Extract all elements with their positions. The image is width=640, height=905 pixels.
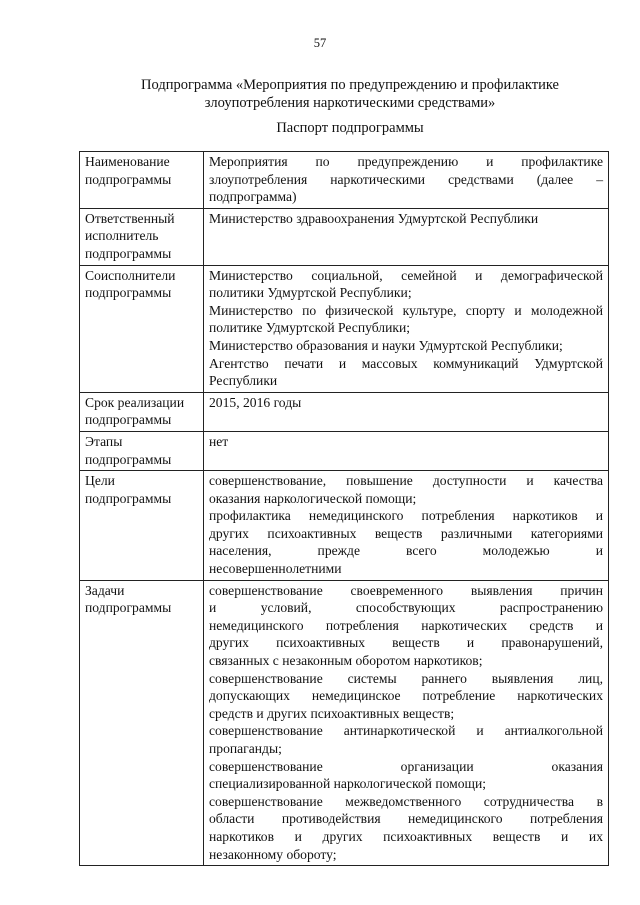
row-value-line: совершенствование антинаркотической и антиалкогольной <box>209 723 603 739</box>
row-label-line: подпрограммы <box>85 412 172 428</box>
row-label-line: Соисполнители <box>85 267 176 283</box>
row-value-line: Мероприятия по предупреждению и профилактике <box>209 154 603 169</box>
row-value-line: пропаганды; <box>209 741 282 756</box>
row-value-line: политике Удмуртской Республики; <box>209 320 411 336</box>
row-value-line: Агентство печати и массовых коммуникаций Удмуртской <box>209 355 603 371</box>
row-value-line: немедицинского потребления наркотических средств и <box>209 617 603 633</box>
passport-row <box>80 580 609 866</box>
row-value-line: допускающих немедицинское потребление наркотических <box>209 688 603 704</box>
row-value-line: наркотиков и других психоактивных веществ и их <box>209 828 603 844</box>
row-label-line: подпрограммы <box>85 171 172 187</box>
row-value-line: несовершеннолетними <box>209 561 342 577</box>
row-value-line: совершенствование организации оказания <box>209 758 603 774</box>
row-value-line: средств и других психоактивных веществ; <box>209 705 455 721</box>
row-label-line: подпрограммы <box>85 285 172 301</box>
passport-row <box>80 208 609 265</box>
row-value-line: оказания наркологической помощи; <box>209 490 417 506</box>
row-value-line: населения, прежде всего молодежью и <box>209 543 603 559</box>
row-value-line: подпрограмма) <box>209 189 297 205</box>
row-value-line: связанных с незаконным оборотом наркотиков; <box>209 653 483 669</box>
row-value-cell <box>204 208 609 265</box>
row-value-line: Министерство социальной, семейной и демографической <box>209 267 603 283</box>
passport-table-body <box>80 152 609 866</box>
row-label-cell <box>80 392 204 431</box>
row-value-cell <box>204 265 609 392</box>
passport-row <box>80 431 609 470</box>
row-label-line: подпрограммы <box>85 600 172 616</box>
row-value-cell <box>204 392 609 431</box>
page-number: 57 <box>313 36 327 50</box>
row-value-cell <box>204 471 609 581</box>
row-value-cell <box>204 431 609 470</box>
row-value-cell <box>204 152 609 209</box>
passport-table <box>79 151 609 866</box>
row-value-line: 2015, 2016 годы <box>209 394 302 410</box>
row-value-line: других психоактивных веществ различными категориями <box>209 525 603 541</box>
row-label-cell <box>80 152 204 209</box>
row-value-line: области противодействия немедицинского потребления <box>209 811 603 827</box>
row-label-cell <box>80 208 204 265</box>
row-label-line: подпрограммы <box>85 451 172 467</box>
row-value-line: совершенствование межведомственного сотрудничества в <box>209 793 603 809</box>
row-value-line: специализированной наркологической помощи; <box>209 776 487 792</box>
row-label-line: Срок реализации <box>85 394 185 410</box>
passport-row <box>80 392 609 431</box>
row-value-line: совершенствование системы раннего выявления лиц, <box>209 670 603 686</box>
row-label-line: Задачи <box>85 582 125 598</box>
row-value-line: совершенствование, повышение доступности и качества <box>209 473 603 489</box>
subprogram-title <box>60 76 640 112</box>
row-label-line: Ответственный <box>85 210 175 226</box>
row-value-line: профилактика немедицинского потребления наркотиков и <box>209 508 603 524</box>
row-value-line: Министерство по физической культуре, спорту и молодежной <box>209 302 603 318</box>
title-line: Подпрограмма «Мероприятия по предупреждению и профилактике <box>141 77 559 93</box>
row-label-cell <box>80 580 204 866</box>
row-label-cell <box>80 431 204 470</box>
row-value-line: злоупотребления наркотическими средствами (далее – <box>209 171 603 187</box>
row-value-cell <box>204 580 609 866</box>
title-line: злоупотребления наркотическими средствами» <box>204 95 496 111</box>
row-label-line: подпрограммы <box>85 490 172 506</box>
passport-heading: Паспорт подпрограммы <box>276 120 424 136</box>
row-value-line: Республики <box>209 373 278 389</box>
row-value-line: Министерство здравоохранения Удмуртской Республики <box>209 210 539 226</box>
passport-row <box>80 471 609 581</box>
row-value-line: нет <box>209 433 229 449</box>
row-label-line: исполнитель <box>85 228 159 244</box>
row-value-line: совершенствование своевременного выявления причин <box>209 582 603 598</box>
row-value-line: и условий, способствующих распространению <box>209 600 603 616</box>
passport-row <box>80 265 609 392</box>
passport-row <box>80 152 609 209</box>
row-value-line: Министерство образования и науки Удмуртской Республики; <box>209 337 563 353</box>
row-label-line: Цели <box>85 473 115 489</box>
row-label-cell <box>80 265 204 392</box>
row-value-line: незаконному обороту; <box>209 846 337 862</box>
row-value-line: политики Удмуртской Республики; <box>209 285 412 301</box>
row-label-line: Этапы <box>85 433 123 449</box>
row-label-cell <box>80 471 204 581</box>
row-value-line: других психоактивных веществ и правонарушений, <box>209 635 603 651</box>
row-label-line: подпрограммы <box>85 245 172 261</box>
row-label-line: Наименование <box>85 154 170 169</box>
